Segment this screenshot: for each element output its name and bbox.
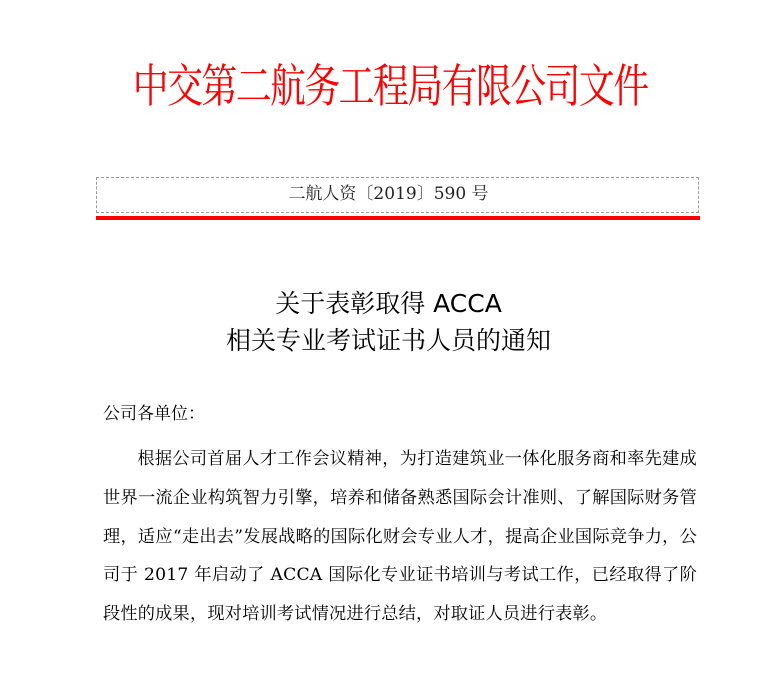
document-masthead: 中交第二航务工程局有限公司文件 [132, 59, 648, 113]
body-paragraph: 根据公司首届人才工作会议精神，为打造建筑业一体化服务商和率先建成世界一流企业构筑智力引擎，培养和储备熟悉国际会计准则、了解国际财务管理，适应“走出去”发展战略的国际化财会专业人才，提高企业国际竞争力，公司于 2017 年启动了 ACCA 国际化专业证书培训与考试工作，已经取得了阶段性的成果，现对培训考试情况进行总结，对取证人员进行表彰。 [103, 449, 697, 625]
red-divider-line [96, 216, 700, 220]
notice-title-line-1: 关于表彰取得 ACCA [275, 289, 502, 318]
salutation: 公司各单位： [103, 404, 205, 424]
doc-number: 二航人资〔2019〕590 号 [288, 184, 489, 204]
notice-title-line-2: 相关专业考试证书人员的通知 [225, 326, 551, 355]
